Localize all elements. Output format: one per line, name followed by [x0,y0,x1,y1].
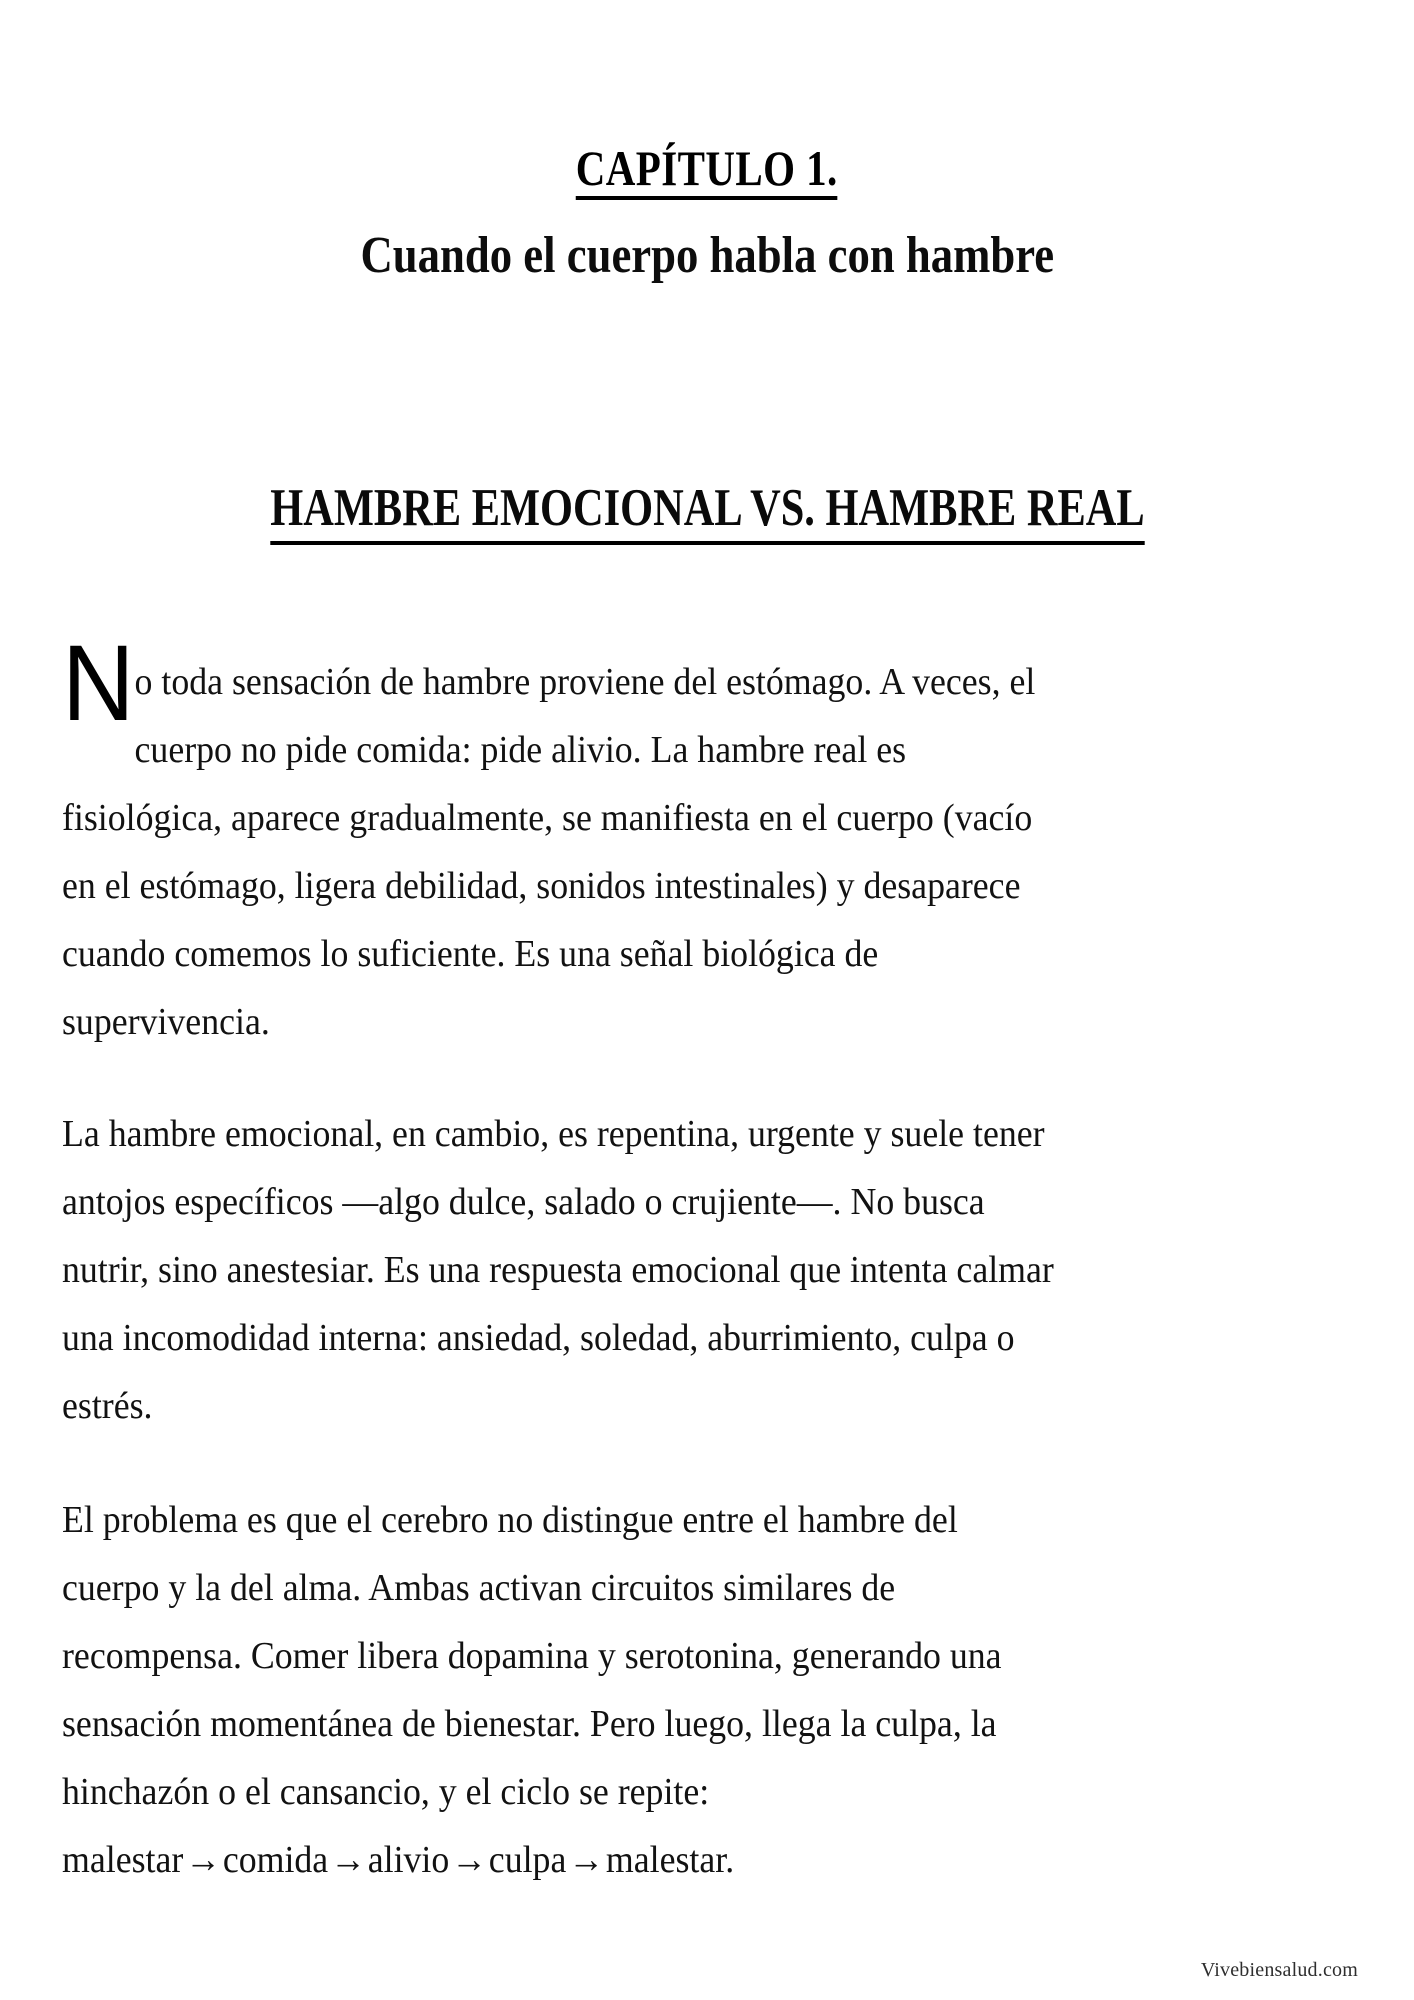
paragraph-1-text: o toda sensación de hambre proviene del estómago. A veces, el cuerpo no pide comida: pide alivio. La hambre real es fisiológica, aparece gradualmente, se manifiesta en el cuerpo (vacío en el estómago, ligera debilidad, sonidos intestinales) y desaparece cuando comemos lo suficiente. Es una señal biológica de supervivencia. [62,661,1036,1043]
arrow-icon-3: → [451,1839,487,1881]
cycle-step-2: comida [222,1839,329,1881]
paragraph-3 [62,1486,1057,1894]
chapter-title-text: CAPÍTULO 1. [576,142,838,201]
cycle-step-3: alivio [367,1839,450,1881]
paragraph-3-outro: . [725,1839,735,1881]
paragraph-2-text: La hambre emocional, en cambio, es repentina, urgente y suele tener antojos específicos —algo dulce, salado o crujiente—. No busca nutrir, sino anestesiar. Es una respuesta emocional que intenta calmar una incomodidad interna: ansiedad, soledad, aburrimiento, culpa o estrés. [62,1113,1054,1427]
footer-watermark: Vivebiensalud.com [1200,1959,1358,1981]
arrow-icon-1: → [185,1839,221,1881]
chapter-subtitle [0,226,1414,286]
cycle-step-1: malestar [62,1839,184,1881]
arrow-icon-4: → [568,1839,605,1881]
cycle-step-4: culpa [488,1839,567,1881]
paragraph-1 [62,622,1057,1056]
chapter-title [0,139,1414,201]
section-heading-text: HAMBRE EMOCIONAL VS. HAMBRE REAL [270,478,1144,545]
drop-cap: N [62,622,133,743]
paragraph-2 [62,1100,1057,1440]
section-heading [0,478,1414,545]
body-text [62,622,1062,1894]
paragraph-3-intro: El problema es que el cerebro no distingue entre el hambre del cuerpo y la del alma. Ambas activan circuitos similares de recompensa. Comer libera dopamina y serotonina, generando una sensación momentánea de bienestar. Pero luego, llega la culpa, la hinchazón o el cansancio, y el ciclo se repite: [62,1499,1002,1813]
chapter-subtitle-text: Cuando el cuerpo habla con hambre [360,227,1054,285]
cycle-step-5: malestar [605,1839,726,1881]
arrow-icon-2: → [330,1839,366,1881]
